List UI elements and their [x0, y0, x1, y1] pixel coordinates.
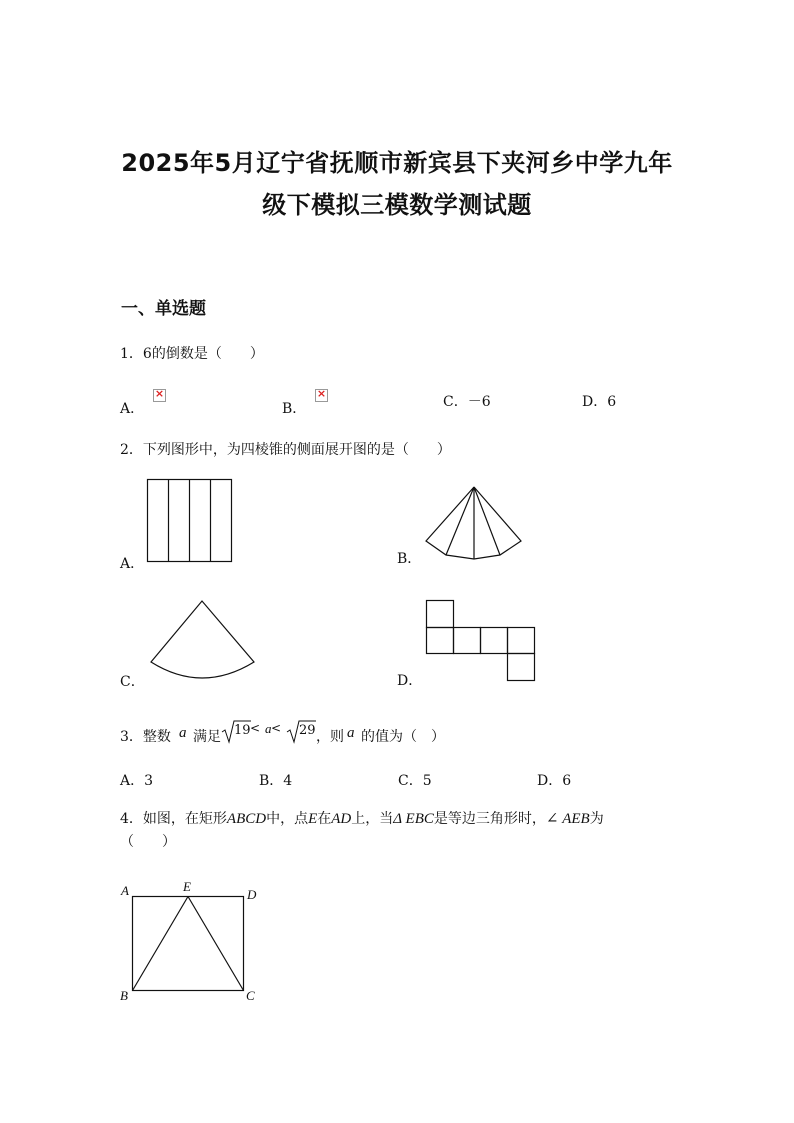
- q4-text-6: 为: [589, 811, 604, 827]
- q3-radicand-19: 19: [234, 723, 251, 738]
- q3-satisfy-text: 满足: [193, 729, 221, 745]
- q4-label-d: D: [247, 887, 257, 902]
- section-heading: 一、单选题: [121, 299, 206, 319]
- q4-math-abcd: ABCD: [226, 811, 267, 827]
- q4-math-e: E: [308, 811, 318, 827]
- q3-then-text: ，则: [316, 729, 344, 745]
- q1-option-c: C．－6: [443, 394, 491, 410]
- q2-option-d-label: D．: [397, 673, 423, 689]
- q3-option-b: B．4: [259, 773, 293, 789]
- q4-text-3: 在: [317, 811, 332, 827]
- q3-tail-text: 的值为（ ）: [361, 729, 445, 745]
- q3-variable-a: a: [179, 725, 187, 741]
- q3-less-than-2: <: [271, 721, 282, 735]
- q3-option-d: D．6: [537, 773, 572, 789]
- q1-option-a-broken-image-icon: ×: [154, 387, 165, 400]
- q4-label-b: B: [120, 988, 128, 1003]
- q2-option-a-label: A．: [120, 556, 145, 572]
- question-4-answer-blank: （ ）: [120, 834, 176, 850]
- q3-variable-a-final: a: [347, 725, 355, 741]
- q2-option-c-label: C．: [120, 674, 145, 690]
- q1-option-b-label: B．: [282, 401, 307, 417]
- q4-text-4: 上，当: [351, 811, 394, 827]
- q4-math-angle-aeb: ∠ AEB: [545, 811, 590, 827]
- question-1-stem: 1．6的倒数是（ ）: [120, 346, 264, 362]
- q2-option-b-label: B．: [397, 551, 422, 567]
- page-title-line-1: 2025年5月辽宁省抚顺市新宾县下夹河乡中学九年: [121, 149, 673, 177]
- q4-math-triangle-ebc: Δ EBC: [393, 811, 434, 827]
- q4-text-1: 4．如图，在矩形: [120, 811, 227, 827]
- q3-option-a: A．3: [120, 773, 154, 789]
- q4-label-a: A: [121, 883, 129, 898]
- q4-text-2: 中，点: [266, 811, 309, 827]
- q1-option-a-label: A．: [120, 401, 145, 417]
- q4-label-c: C: [246, 988, 255, 1003]
- page-title-line-2: 级下模拟三模数学测试题: [262, 191, 532, 219]
- q3-option-c: C．5: [398, 773, 432, 789]
- q4-label-e: E: [183, 879, 191, 894]
- question-3-prefix: 3．整数: [120, 729, 171, 745]
- q1-option-b-broken-image-icon: ×: [316, 387, 327, 400]
- q3-less-than-1: <: [250, 721, 261, 735]
- q4-math-ad: AD: [331, 811, 352, 827]
- question-2-stem: 2．下列图形中，为四棱锥的侧面展开图的是（ ）: [120, 442, 451, 458]
- q4-text-5: 是等边三角形时，: [433, 811, 546, 827]
- q3-variable-a-middle: a: [265, 721, 272, 736]
- q1-option-d: D．6: [582, 394, 617, 410]
- q3-radicand-29: 29: [299, 723, 316, 738]
